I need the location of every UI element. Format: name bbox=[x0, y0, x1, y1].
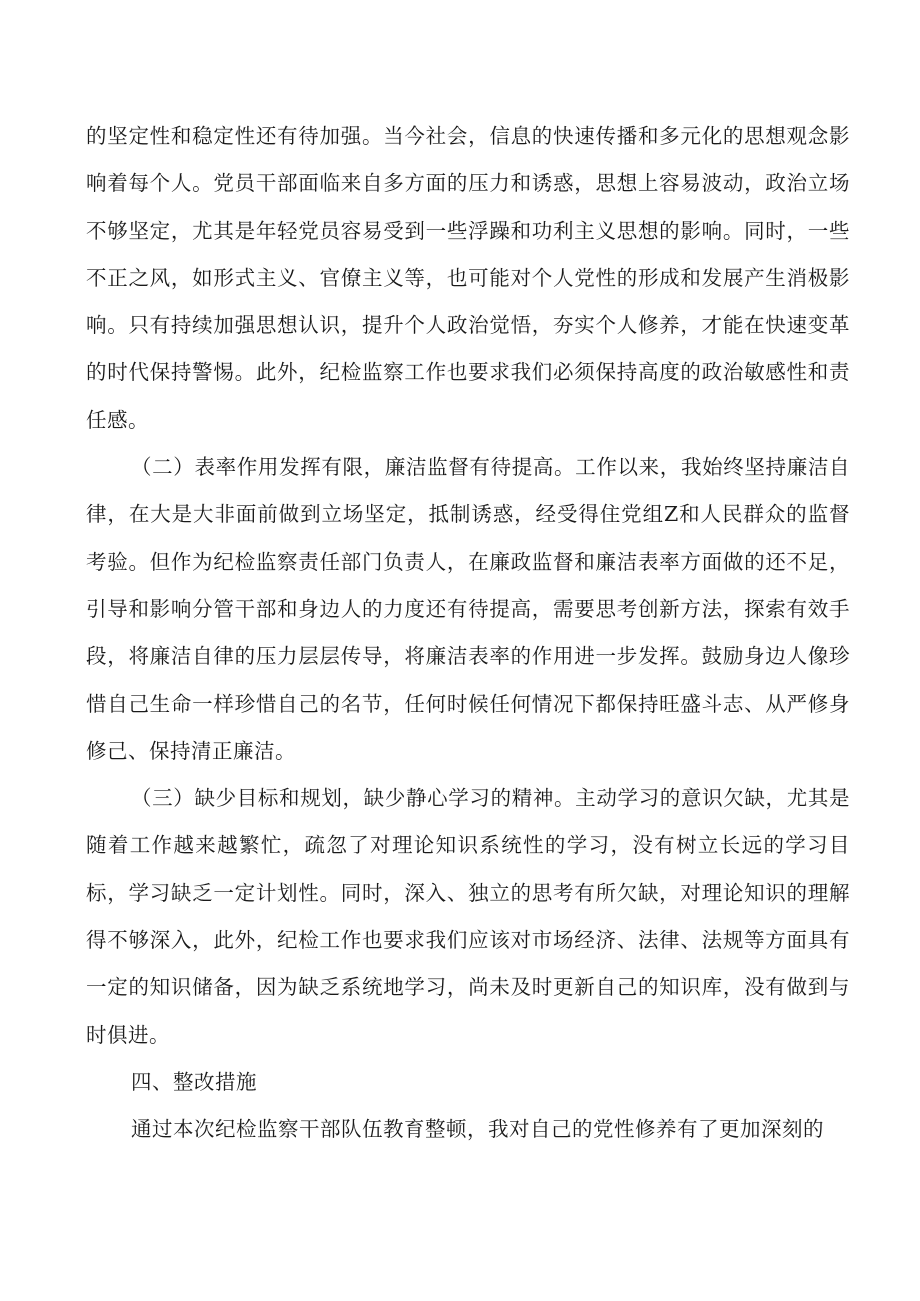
paragraph-closing: 通过本次纪检监察干部队伍教育整顿，我对自己的党性修养有了更加深刻的 bbox=[131, 1117, 824, 1142]
paragraph-section-three: （三）缺少目标和规划，缺少静心学习的精神。主动学习的意识欠缺，尤其是随着工作越来越繁忙，疏忽了对理论知识系统性的学习，没有树立长远的学习目标，学习缺乏一定计划性。同时，深入、独立的思考有所欠缺，对理论知识的理解得不够深入，此外，纪检工作也要求我们应该对市场经济、法律、法规等方面具有一定的知识储备，因为缺乏系统地学习，尚未及时更新自己的知识库，没有做到与时俱进。 bbox=[86, 786, 850, 1047]
paragraph-section-two: （二）表率作用发挥有限，廉洁监督有待提高。工作以来，我始终坚持廉洁自律，在大是大非面前做到立场坚定，抵制诱惑，经受得住党组Z和人民群众的监督考验。但作为纪检监察责任部门负责人，在廉政监督和廉洁表率方面做的还不足，引导和影响分管干部和身边人的力度还有待提高，需要思考创新方法，探索有效手段，将廉洁自律的压力层层传导，将廉洁表率的作用进一步发挥。鼓励身边人像珍惜自己生命一样珍惜自己的名节，任何时候任何情况下都保持旺盛斗志、从严修身修己、保持清正廉洁。 bbox=[86, 455, 850, 763]
paragraph-continuation: 的坚定性和稳定性还有待加强。当今社会，信息的快速传播和多元化的思想观念影响着每个人。党员干部面临来自多方面的压力和诱惑，思想上容易波动，政治立场不够坚定，尤其是年轻党员容易受到一些浮躁和功利主义思想的影响。同时，一些不正之风，如形式主义、官僚主义等，也可能对个人党性的形成和发展产生消极影响。只有持续加强思想认识，提升个人政治觉悟，夯实个人修养，才能在快速变革的时代保持警惕。此外，纪检监察工作也要求我们必须保持高度的政治敏感性和责任感。 bbox=[86, 124, 850, 432]
heading-rectification-measures: 四、整改措施 bbox=[131, 1069, 257, 1094]
document-body bbox=[86, 113, 850, 1154]
